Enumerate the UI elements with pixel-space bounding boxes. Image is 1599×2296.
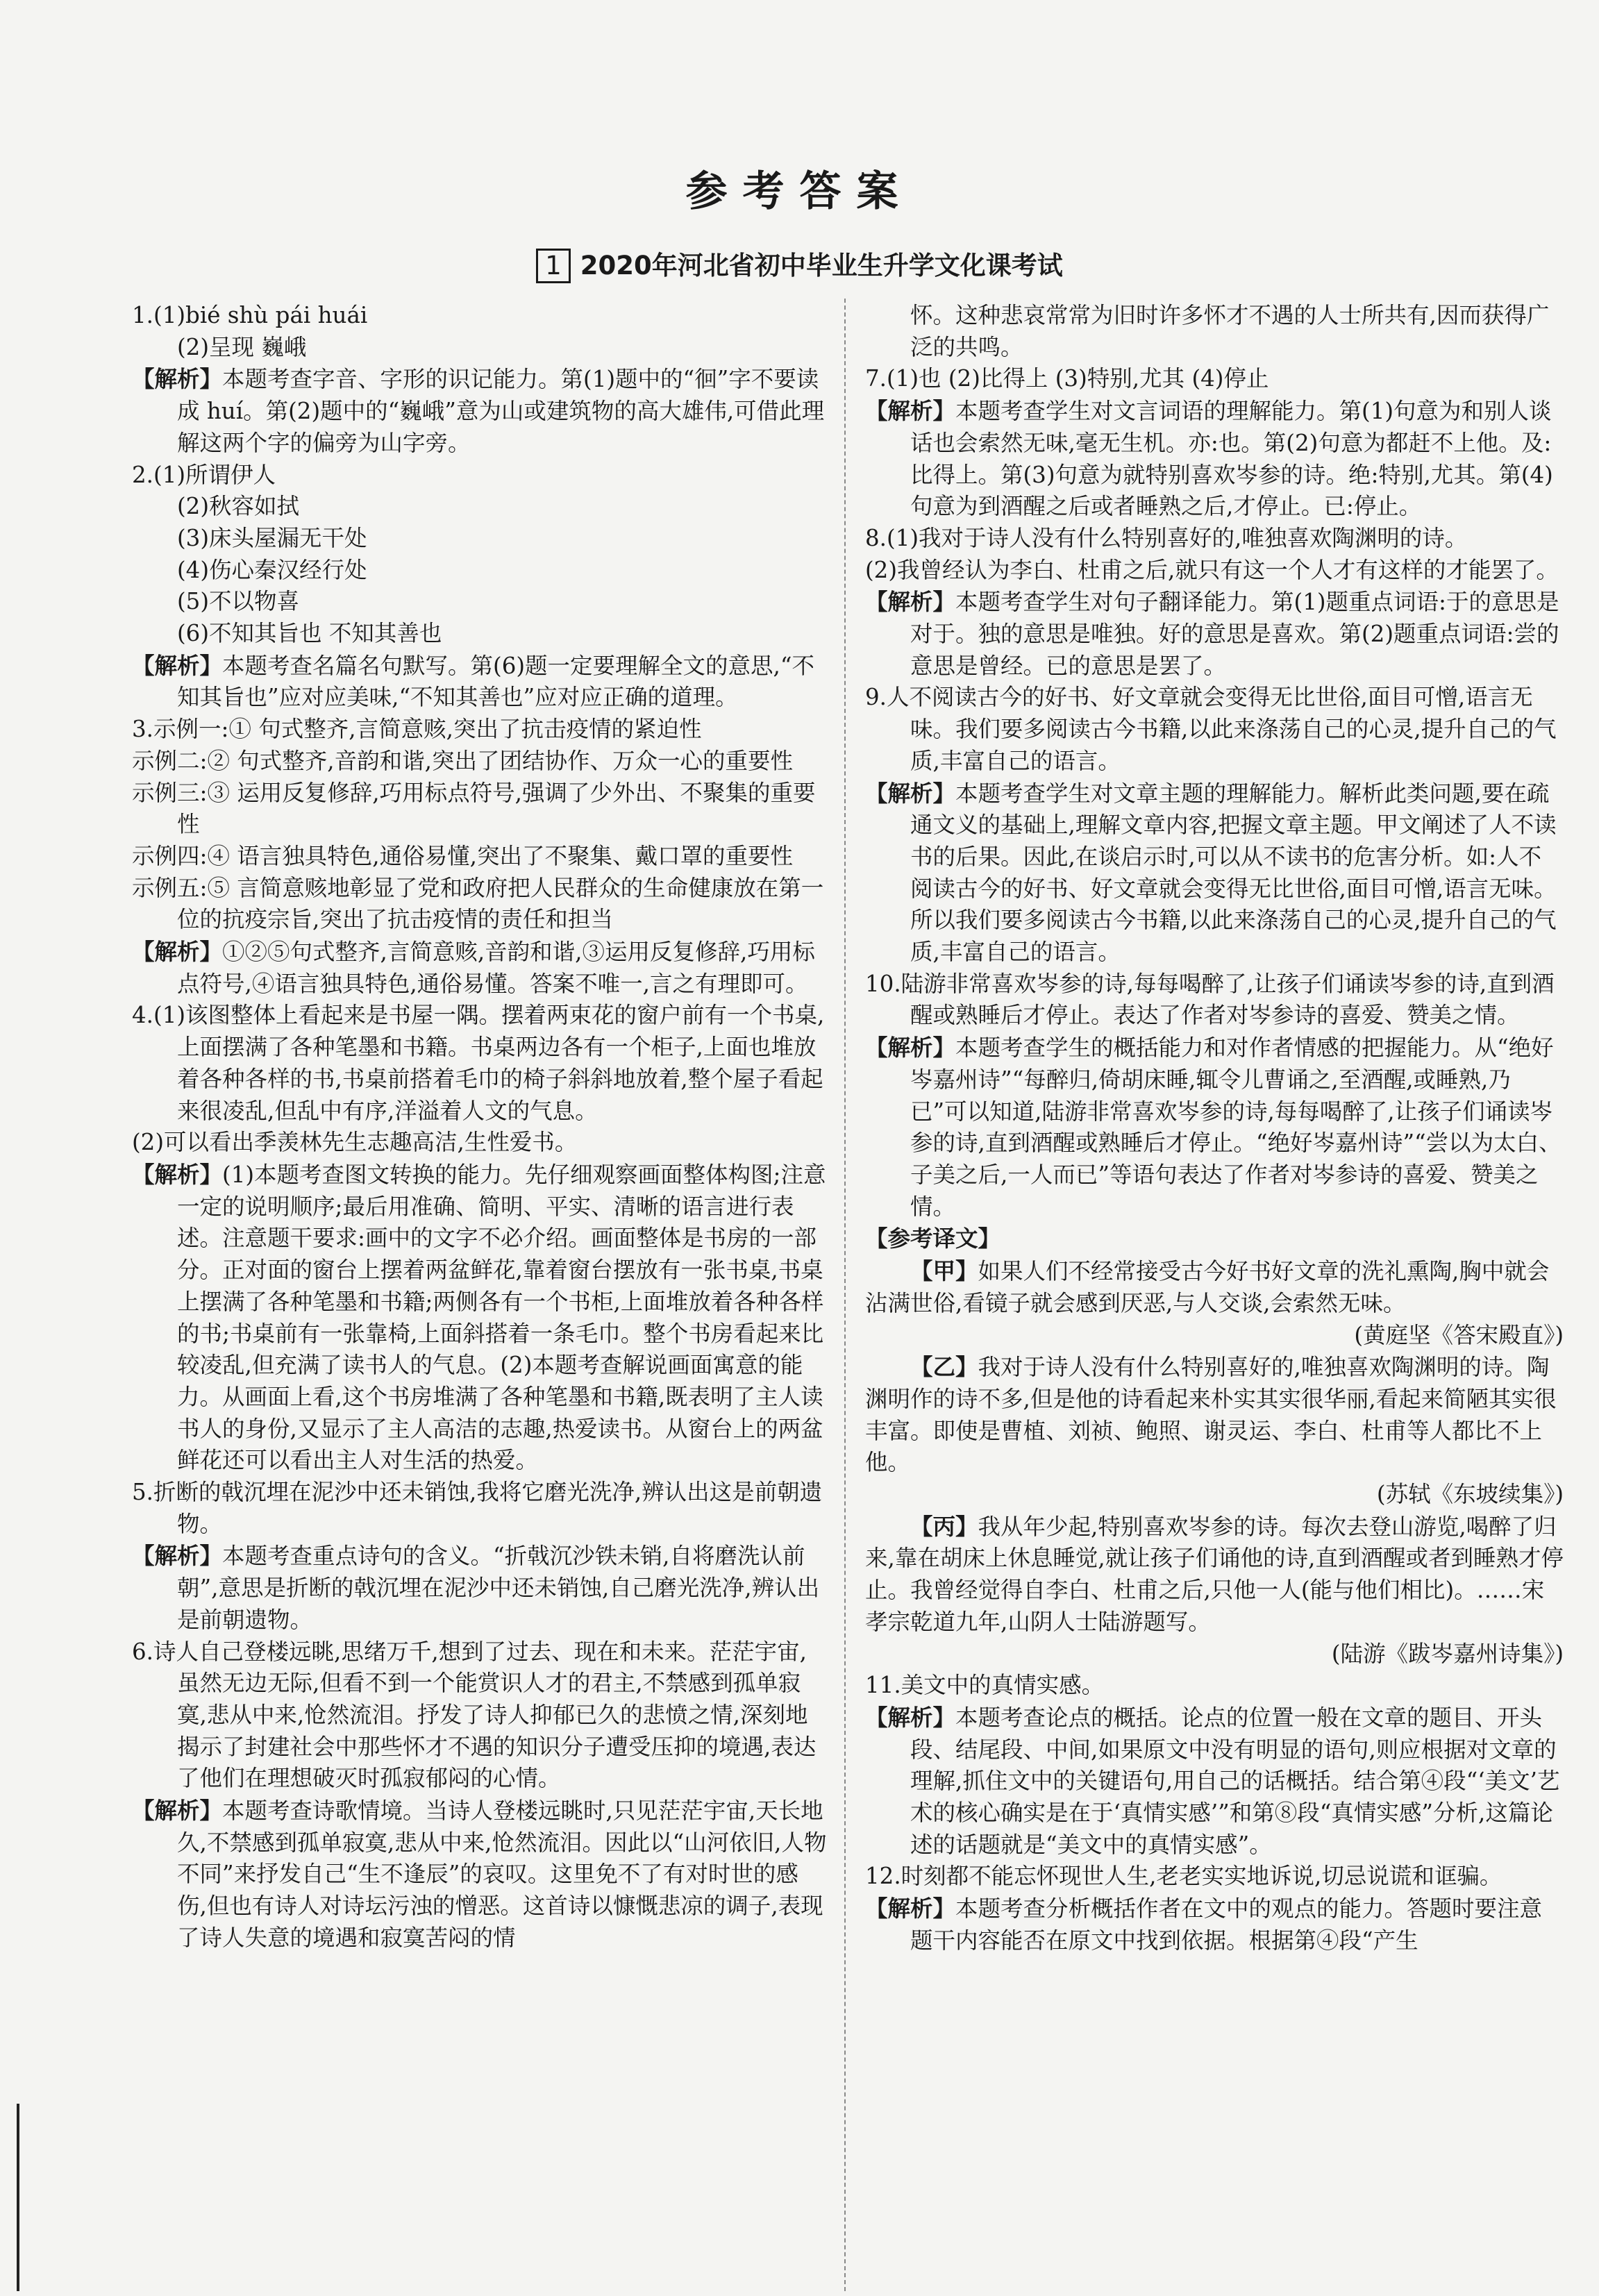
exam-heading [0,244,1599,283]
page-title: 参考答案 [685,167,914,216]
body-text: 5.折断的戟沉埋在泥沙中还未销蚀,我将它磨光洗净,辨认出这是前朝遗物。 [132,1479,823,1537]
body-text: (1)本题考查图文转换的能力。先仔细观察画面整体构图;注意一定的说明顺序;最后用准确、简明、平实、清晰的语言进行表述。注意题干要求:画中的文字不必介绍。画面整体是书房的一部分。正对面的窗台上摆着两盆鲜花,靠着窗台摆放有一张书桌,书桌上摆满了各种笔墨和书籍;两侧各有一个书柜,上面堆放着各种各样的书;书桌前有一张靠椅,上面斜搭着一条毛巾。整个书房看起来比较凌乱,但充满了读书人的气息。(2)本题考查解说画面寓意的能力。从画面上看,这个书房堆满了各种笔墨和书籍,既表明了主人读书人的身份,又显示了主人高洁的志趣,热爱读书。从窗台上的两盆鲜花还可以看出主人对生活的热爱。 [177,1161,826,1474]
body-text: 10.陆游非常喜欢岑参的诗,每每喝醉了,让孩子们诵读岑参的诗,直到酒醒或熟睡后才停止。表达了作者对岑参诗的喜爱、赞美之情。 [865,970,1555,1029]
section-label: 【解析】 [865,1703,956,1731]
analysis-block [865,1893,1564,1956]
analysis-block [132,363,828,459]
body-text: (黄庭坚《答宋殿直》) [1354,1321,1564,1348]
section-label: 【解析】 [865,779,956,807]
answer-line [132,491,828,523]
body-text: 如果人们不经常接受古今好书好文章的洗礼熏陶,胸中就会沾满世俗,看镜子就会感到厌恶,与人交谈,会索然无味。 [865,1258,1550,1316]
body-text: (2)秋容如拭 [177,493,300,520]
analysis-block [132,650,828,714]
body-text: 本题考查分析概括作者在文中的观点的能力。答题时要注意题干内容能否在原文中找到依据。根据第④段“产生 [910,1895,1543,1954]
answer-line [132,460,828,492]
answer-line [865,1670,1564,1702]
analysis-block [865,1702,1564,1861]
body-text: 本题考查字音、字形的识记能力。第(1)题中的“徊”字不要读成 huí。第(2)题中的“巍峨”意为山或建筑物的高大雄伟,可借此理解这两个字的偏旁为山字旁。 [177,366,825,456]
body-text: 怀。这种悲哀常常为旧时许多怀才不遇的人士所共有,因而获得广泛的共鸣。 [910,302,1550,360]
body-text: 1.(1)bié shù pái huái [132,302,368,328]
body-text: 12.时刻都不能忘怀现世人生,老老实实地诉说,切忌说谎和诓骗。 [865,1863,1502,1890]
section-label: 【解析】 [865,1895,956,1922]
body-text: 本题考查学生对文言词语的理解能力。第(1)句意为和别人谈话也会索然无味,毫无生机。亦:也。第(2)句意为都赶不上他。及:比得上。第(3)句意为就特别喜欢岑参的诗。绝:特别,尤其。第(4)句意为到酒醒之后或者睡熟之后,才停止。已:停止。 [910,398,1553,520]
answer-line [865,555,1564,587]
body-text: (4)伤心秦汉经行处 [177,556,367,583]
section-label: 【参考译文】 [865,1225,1001,1252]
answer-line [865,1861,1564,1893]
analysis-block [132,936,828,1000]
body-text: 示例五:⑤ 言简意赅地彰显了党和政府把人民群众的生命健康放在第一位的抗疫宗旨,突出了抗击疫情的责任和担当 [132,874,824,933]
body-text: 7.(1)也 (2)比得上 (3)特别,尤其 (4)停止 [865,365,1269,392]
body-text: 示例三:③ 运用反复修辞,巧用标点符号,强调了少外出、不聚集的重要性 [132,779,816,838]
exam-title: 2020年河北省初中毕业生升学文化课考试 [580,251,1063,280]
answer-line [132,841,828,873]
analysis-block [132,1159,828,1477]
body-text: ①②⑤句式整齐,言简意赅,音韵和谐,③运用反复修辞,巧用标点符号,④语言独具特色,通俗易懂。答案不唯一,言之有理即可。 [177,939,815,997]
body-text: 8.(1)我对于诗人没有什么特别喜好的,唯独喜欢陶渊明的诗。 [865,524,1468,551]
section-label: 【甲】 [910,1257,978,1285]
section-label: 【解析】 [865,588,956,616]
body-text: 我从年少起,特别喜欢岑参的诗。每次去登山游览,喝醉了归来,靠在胡床上休息睡觉,就让孩子们诵他的诗,直到酒醒或者到睡熟才停止。我曾经觉得自李白、杜甫之后,只他一人(能与他们相比)。……宋孝宗乾道九年,山阴人士陆游题写。 [865,1513,1564,1635]
answer-line [132,586,828,618]
answer-line [132,1000,828,1127]
answer-line [132,618,828,650]
answer-line [132,873,828,936]
body-text: 9.人不阅读古今的好书、好文章就会变得无比世俗,面目可憎,语言无味。我们要多阅读古今书籍,以此来涤荡自己的心灵,提升自己的气质,丰富自己的语言。 [865,684,1557,774]
answer-line [132,746,828,778]
body-text: (陆游《跋岑嘉州诗集》) [1331,1640,1564,1667]
answer-line [132,1636,828,1795]
body-text: 本题考查诗歌情境。当诗人登楼远眺时,只见茫茫宇宙,天长地久,不禁感到孤单寂寞,悲从中来,怆然流泪。因此以“山河依旧,人物不同”来抒发自己“生不逢辰”的哀叹。这里免不了有对时世的感伤,但也有诗人对诗坛污浊的憎恶。这首诗以慷慨悲凉的调子,表现了诗人失意的境遇和寂寞苦闷的情 [177,1798,827,1951]
section-label: 【解析】 [132,365,223,393]
section-label: 【解析】 [132,651,223,679]
answer-line [865,969,1564,1032]
analysis-block [865,1223,1564,1255]
section-label: 【解析】 [132,1797,223,1825]
body-text: 本题考查学生的概括能力和对作者情感的把握能力。从“绝好岑嘉州诗”“每醉归,倚胡床睡,辄令儿曹诵之,至酒醒,或睡熟,乃已”可以知道,陆游非常喜欢岑参的诗,每每喝醉了,让孩子们诵读岑参的诗,直到酒醒或熟睡后才停止。“绝好岑嘉州诗”“尝以为太白、子美之后,一人而已”等语句表达了作者对岑参诗的喜爱、赞美之情。 [910,1034,1562,1220]
body-text: 示例四:④ 语言独具特色,通俗易懂,突出了不聚集、戴口罩的重要性 [132,842,793,869]
body-text: 11.美文中的真情实感。 [865,1672,1105,1699]
source-citation [865,1320,1564,1352]
section-label: 【解析】 [865,1034,956,1062]
body-text: (2)呈现 巍峨 [177,333,307,360]
answer-line [865,682,1564,777]
body-text: (苏轼《东坡续集》) [1376,1481,1564,1508]
body-text: 2.(1)所谓伊人 [132,461,276,488]
answer-line [132,332,828,364]
analysis-block [865,1511,1564,1639]
analysis-block [132,1540,828,1636]
answer-line [132,714,828,746]
analysis-block [865,1255,1564,1319]
analysis-block [865,778,1564,969]
section-label: 【解析】 [865,397,956,425]
right-column [865,300,1564,1957]
answer-line [132,1127,828,1159]
source-citation [865,1639,1564,1670]
section-label: 【解析】 [132,1542,223,1570]
body-text: (3)床头屋漏无干处 [177,524,367,551]
analysis-block [865,1351,1564,1479]
answer-line [132,1477,828,1540]
answer-line [132,523,828,555]
left-column [132,300,828,1954]
body-text: 本题考查重点诗句的含义。“折戟沉沙铁未销,自将磨洗认前朝”,意思是折断的戟沉埋在泥沙中还未销蚀,自己磨光洗净,辨认出是前朝遗物。 [177,1543,820,1633]
source-citation [865,1479,1564,1511]
body-text: 本题考查学生对句子翻译能力。第(1)题重点词语:于的意思是对于。独的意思是唯独。好的意思是喜欢。第(2)题重点词语:尝的意思是曾经。已的意思是罢了。 [910,589,1559,679]
column-divider [844,299,846,2291]
body-text: (6)不知其旨也 不知其善也 [177,620,442,647]
section-label: 【解析】 [132,938,223,966]
body-text: 本题考查学生对文章主题的理解能力。解析此类问题,要在疏通文义的基础上,理解文章内容,把握文章主题。甲文阐述了人不读书的后果。因此,在谈启示时,可以从不读书的危害分析。如:人不阅读古今的好书、好文章就会变得无比世俗,面目可憎,语言无味。所以我们要多阅读古今书籍,以此来涤荡自己的心灵,提升自己的气质,丰富自己的语言。 [910,780,1557,966]
answer-line [865,300,1564,363]
analysis-block [132,1795,828,1954]
body-text: 我对于诗人没有什么特别喜好的,唯独喜欢陶渊明的诗。陶渊明作的诗不多,但是他的诗看起来朴实其实很华丽,看起来简陋其实很丰富。即使是曹植、刘祯、鲍照、谢灵运、李白、杜甫等人都比不上他。 [865,1354,1557,1476]
answer-line [865,523,1564,555]
section-label: 【丙】 [910,1512,978,1540]
analysis-block [865,395,1564,523]
body-text: (2)我曾经认为李白、杜甫之后,就只有这一个人才有这样的才能罢了。 [865,556,1559,583]
answer-line [132,778,828,841]
analysis-block [865,1032,1564,1223]
body-text: 本题考查名篇名句默写。第(6)题一定要理解全文的意思,“不知其旨也”应对应美味,“不知其善也”应对应正确的道理。 [177,652,814,711]
body-text: 3.示例一:① 句式整齐,言简意赅,突出了抗击疫情的紧迫性 [132,716,702,743]
body-text: 6.诗人自己登楼远眺,思绪万千,想到了过去、现在和未来。茫茫宇宙,虽然无边无际,但看不到一个能赏识人才的君主,不禁感到孤单寂寞,悲从中来,怆然流泪。抒发了诗人抑郁已久的悲愤之情,深刻地揭示了封建社会中那些怀才不遇的知识分子遭受压抑的境遇,表达了他们在理想破灭时孤寂郁闷的心情。 [132,1638,817,1792]
answer-line [132,300,828,332]
body-text: (2)可以看出季羡林先生志趣高洁,生性爱书。 [132,1129,578,1156]
section-label: 【解析】 [132,1160,223,1188]
body-text: 示例二:② 句式整齐,音韵和谐,突出了团结协作、万众一心的重要性 [132,747,793,774]
answer-line [132,555,828,587]
analysis-block [865,586,1564,682]
body-text: 4.(1)该图整体上看起来是书屋一隅。摆着两束花的窗户前有一个书桌,上面摆满了各种笔墨和书籍。书桌两边各有一个柜子,上面也堆放着各种各样的书,书桌前搭着毛巾的椅子斜斜地放着,整个屋子看起来很凌乱,但乱中有序,洋溢着人文的气息。 [132,1002,825,1124]
body-text: (5)不以物喜 [177,588,300,615]
binding-edge-mark [17,2104,19,2291]
body-text: 本题考查论点的概括。论点的位置一般在文章的题目、开头段、结尾段、中间,如果原文中没有明显的语句,则应根据对文章的理解,抓住文中的关键语句,用自己的话概括。结合第④段“‘美文’艺术的核心确实是在于‘真情实感’”和第⑧段“真情实感”分析,这篇论述的话题就是“美文中的真情实感”。 [910,1704,1560,1858]
exam-number-box: 1 [536,249,571,283]
answer-line [865,363,1564,395]
section-label: 【乙】 [910,1353,978,1381]
